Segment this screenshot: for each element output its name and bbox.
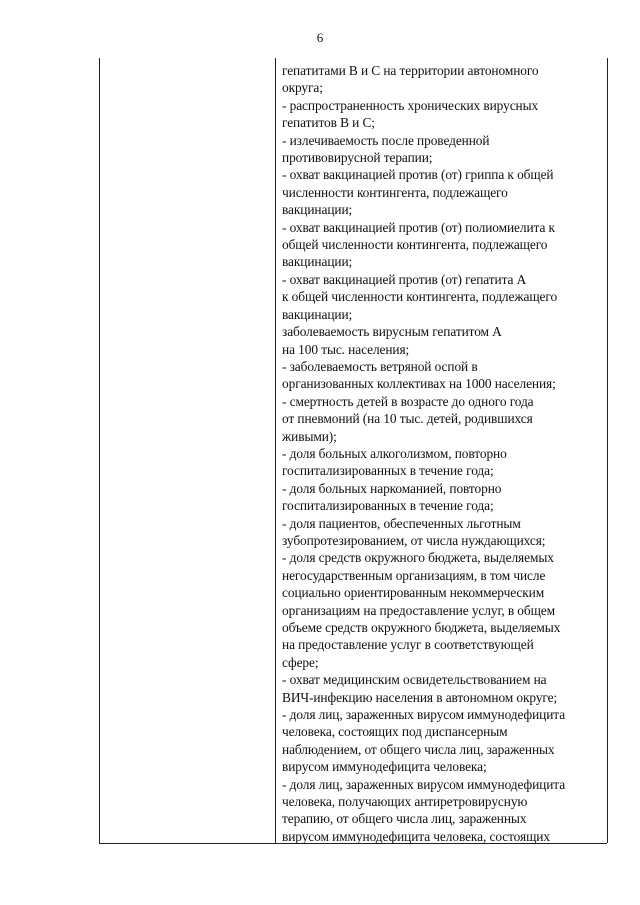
- text-line: ВИЧ-инфекцию населения в автономном округе;: [282, 689, 558, 705]
- text-line: - охват вакцинацией против (от) гриппа к общей: [282, 167, 554, 183]
- text-line: негосударственным организациям, в том числе: [282, 567, 546, 583]
- text-line: вакцинации;: [282, 306, 353, 322]
- text-line: - охват вакцинацией против (от) гепатита А: [282, 271, 527, 287]
- text-line: - доля больных наркоманией, повторно: [282, 480, 502, 496]
- text-line: госпитализированных в течение года;: [282, 498, 494, 514]
- text-line: округа;: [282, 80, 323, 96]
- table-left-cell: [100, 58, 276, 843]
- page-number: 6: [316, 30, 324, 45]
- text-line: зубопротезированием, от числа нуждающихся;: [282, 532, 546, 548]
- text-line: - доля пациентов, обеспеченных льготным: [282, 515, 521, 531]
- text-line: вакцинации;: [282, 254, 353, 270]
- text-line: противовирусной терапии;: [282, 150, 433, 166]
- text-line: человека, получающих антиретровирусную: [282, 794, 528, 810]
- document-table: [99, 58, 607, 844]
- text-line: организациям на предоставление услуг, в общем: [282, 602, 556, 618]
- text-line: вакцинации;: [282, 202, 353, 218]
- text-line: общей численности контингента, подлежащего: [282, 237, 548, 253]
- text-line: гепатитов В и С;: [282, 115, 375, 131]
- text-line: организованных коллективах на 1000 населения;: [282, 376, 556, 392]
- text-line: - доля лиц, зараженных вирусом иммунодефицита: [282, 776, 566, 792]
- text-line: - доля больных алкоголизмом, повторно: [282, 445, 507, 461]
- text-line: социально ориентированным некоммерческим: [282, 585, 545, 601]
- text-line: от пневмоний (на 10 тыс. детей, родившихся: [282, 411, 533, 427]
- text-line: к общей численности контингента, подлежащего: [282, 289, 558, 305]
- text-line: сфере;: [282, 654, 319, 670]
- text-line: вирусом иммунодефицита человека;: [282, 759, 487, 775]
- text-line: численности контингента, подлежащего: [282, 184, 508, 200]
- text-line: - доля средств окружного бюджета, выделяемых: [282, 550, 554, 566]
- text-line: на 100 тыс. населения;: [282, 341, 410, 357]
- text-line: - излечиваемость после проведенной: [282, 132, 490, 148]
- table-right-cell: [277, 58, 608, 843]
- text-line: госпитализированных в течение года;: [282, 463, 494, 479]
- text-line: - заболеваемость ветряной оспой в: [282, 358, 478, 374]
- text-line: - охват медицинским освидетельствованием на: [282, 672, 547, 688]
- text-line: - доля лиц, зараженных вирусом иммунодефицита: [282, 707, 566, 723]
- text-line: вирусом иммунодефицита человека, состоящих: [282, 828, 550, 844]
- text-line: на предоставление услуг в соответствующей: [282, 637, 534, 653]
- text-line: объеме средств окружного бюджета, выделяемых: [282, 620, 561, 635]
- text-line: наблюдением, от общего числа лиц, зараженных: [282, 741, 555, 757]
- text-line: живыми);: [282, 428, 337, 444]
- text-line: человека, состоящих под диспансерным: [282, 724, 508, 740]
- text-line: - охват вакцинацией против (от) полиомиелита к: [282, 219, 555, 235]
- text-line: терапию, от общего числа лиц, зараженных: [282, 811, 527, 827]
- text-line: гепатитами В и С на территории автономного: [282, 63, 539, 78]
- text-line: - распространенность хронических вирусных: [282, 97, 539, 113]
- text-line: - смертность детей в возрасте до одного года: [282, 393, 534, 409]
- text-line: заболеваемость вирусным гепатитом А: [282, 324, 502, 340]
